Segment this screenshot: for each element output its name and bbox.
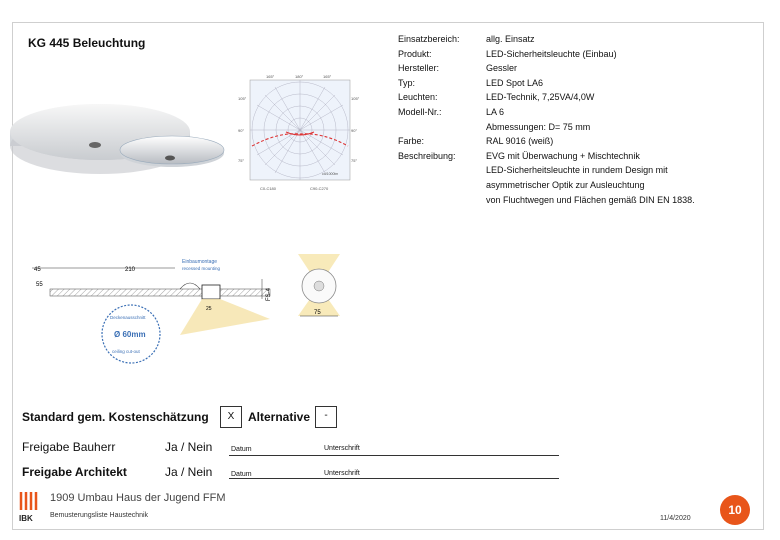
approval-owner-date-label: Datum (231, 446, 252, 453)
spec-label: Beschreibung: (398, 150, 456, 161)
spec-value: EVG mit Überwachung + Mischtechnik (486, 150, 640, 161)
project-name: 1909 Umbau Haus der Jugend FFM (50, 492, 226, 504)
document-subtitle: Bemusterungsliste Haustechnik (50, 512, 149, 519)
dim-55: 55 (36, 282, 43, 288)
page-title: KG 445 Beleuchtung (28, 36, 146, 50)
spec-label: Einsatzbereich: (398, 34, 460, 44)
document-date: 11/4/2020 (660, 515, 691, 522)
approval-architect-options[interactable]: Ja / Nein (165, 465, 213, 479)
angle-label: 105° (351, 96, 360, 101)
spec-value: Abmessungen: D= 75 mm (486, 121, 591, 132)
product-photo (40, 70, 240, 200)
dim-75: 75 (314, 310, 321, 316)
approval-architect-signature-line[interactable] (229, 478, 559, 479)
cutout-stamp (100, 303, 162, 365)
approval-architect-date-label: Datum (231, 471, 252, 478)
estimate-checkbox[interactable]: X (220, 406, 242, 428)
angle-label: 105° (238, 96, 247, 101)
spec-label: Farbe: (398, 136, 425, 147)
spec-value: allg. Einsatz (486, 34, 535, 44)
spec-value: Gessler (486, 63, 518, 74)
alternative-label: Alternative (248, 410, 311, 424)
spec-labels (398, 32, 460, 163)
stamp-top-text: Deckenausschnitt (110, 315, 146, 320)
angle-label: 165° (266, 74, 275, 79)
company-logo (18, 490, 40, 524)
spec-value: asymmetrischer Optik zur Ausleuchtung (486, 179, 645, 190)
legend-c0: C0-C180 (260, 186, 277, 191)
approval-owner-signature-label: Unterschrift (324, 445, 360, 452)
approval-architect-label: Freigabe Architekt (22, 465, 127, 479)
dim-25: 25 (206, 306, 212, 312)
top-view (290, 250, 348, 322)
note-mounting: Einbaumontage (182, 259, 218, 265)
angle-label: 75° (351, 158, 358, 163)
led-lens (165, 156, 175, 161)
stamp-bottom-text: ceiling cut-out (112, 349, 140, 354)
approval-owner-options[interactable]: Ja / Nein (165, 440, 213, 454)
logo-text: IBK (19, 514, 33, 523)
polar-diagram (238, 74, 358, 194)
angle-label: 180° (295, 74, 304, 79)
spec-value: LED-Sicherheitsleuchte in rundem Design mit (486, 165, 668, 176)
spec-label: Leuchten: (398, 92, 438, 103)
spec-label: Modell-Nr.: (398, 106, 442, 117)
spec-label: Typ: (398, 77, 416, 88)
estimate-label: Standard gem. Kostenschätzung (22, 410, 209, 424)
approval-architect-signature-label: Unterschrift (324, 470, 360, 477)
angle-label: 90° (238, 128, 245, 133)
alternative-checkbox[interactable]: - (315, 406, 337, 428)
approval-owner-label: Freigabe Bauherr (22, 440, 116, 454)
stamp-size: Ø 60mm (114, 330, 146, 339)
scale-label: cd/1000lm (322, 172, 339, 176)
spec-label: Produkt: (398, 48, 432, 59)
spec-value: LED-Technik, 7,25VA/4,0W (486, 92, 595, 103)
spec-label: Hersteller: (398, 63, 440, 74)
angle-label: 165° (323, 74, 332, 79)
luminaire-section (202, 285, 220, 299)
spec-value: LED-Sicherheitsleuchte (Einbau) (486, 48, 617, 59)
legend-c90: C90-C270 (310, 186, 329, 191)
spec-value: LED Spot LA6 (486, 77, 544, 88)
page-number-badge: 10 (720, 495, 750, 525)
spec-values (486, 32, 695, 207)
dim-45: 45 (34, 267, 41, 273)
spec-label (398, 120, 460, 135)
angle-label: 75° (238, 158, 245, 163)
approval-owner-signature-line[interactable] (229, 455, 559, 456)
spec-value: von Fluchtwegen und Flächen gemäß DIN EN 1838. (486, 194, 695, 205)
ceiling-section (50, 289, 270, 296)
spec-value: LA 6 (486, 106, 505, 117)
dim-210: 210 (125, 267, 136, 273)
side-dim: FS-4 (266, 287, 272, 301)
spec-value: RAL 9016 (weiß) (486, 136, 554, 147)
angle-label: 90° (351, 128, 358, 133)
light-cone (180, 299, 270, 335)
note-mounting-en: recessed mounting (182, 266, 221, 271)
led-lens (89, 142, 101, 148)
